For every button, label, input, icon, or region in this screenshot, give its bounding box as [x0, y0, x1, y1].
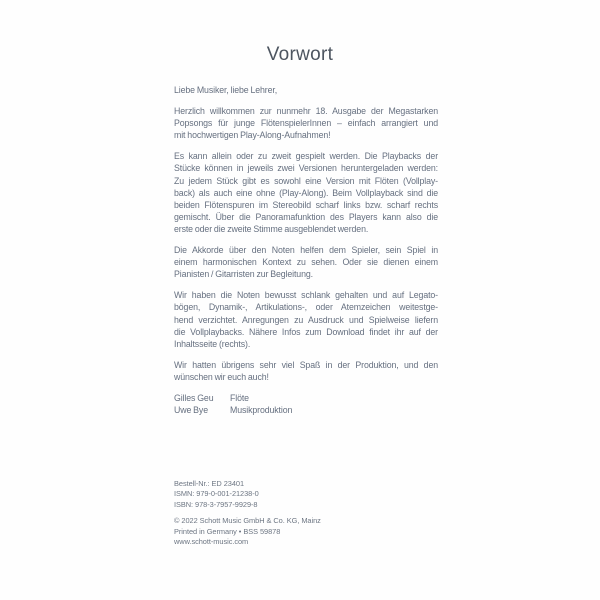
- publisher-details: [174, 516, 321, 547]
- text-line: Zu jedem Stück gibt es sowohl eine Version mit Flöten (Vollplay-: [174, 175, 438, 186]
- text-line: Wir hatten übrigens sehr viel Spaß in der Produktion, und den: [174, 359, 438, 370]
- imprint: [174, 479, 321, 547]
- credit-row: [174, 404, 438, 416]
- text-line: Liebe Musiker, liebe Lehrer,: [174, 85, 278, 95]
- page-title: Vorwort: [266, 44, 334, 65]
- text-line: Popsongs für junge FlötenspielerInnen – einfach arrangiert und: [174, 118, 438, 129]
- greeting-paragraph: [174, 84, 438, 96]
- text-line: die Vollplaybacks. Nähere Infos zum Download findet ihr auf der: [174, 326, 438, 337]
- text-line: Printed in Germany • BSS 59878: [174, 526, 281, 536]
- credit-role: Flöte: [230, 392, 249, 403]
- text-line: © 2022 Schott Music GmbH & Co. KG, Mainz: [174, 516, 321, 526]
- text-line: gemischt. Über die Panoramafunktion des Players kann also die: [174, 211, 438, 222]
- credit-role: Musikproduktion: [230, 405, 293, 416]
- order-numbers: [174, 479, 321, 510]
- text-line: Herzlich willkommen zur nunmehr 18. Ausgabe der Megastarken: [174, 106, 438, 117]
- text-line: www.schott-music.com: [174, 537, 249, 547]
- intro-paragraph: [174, 105, 438, 141]
- credit-name: Uwe Bye: [174, 405, 208, 416]
- foreword-text: [174, 84, 438, 416]
- playbacks-paragraph: [174, 150, 438, 235]
- credit-row: [174, 392, 438, 404]
- text-line: ISMN: 979-0-001-21238-0: [174, 489, 259, 499]
- chords-paragraph: [174, 244, 438, 280]
- credit-name: Gilles Geu: [174, 392, 214, 403]
- text-line: Pianisten / Gitarristen zur Begleitung.: [174, 269, 313, 280]
- text-line: einem harmonischen Kontext zu sehen. Oder sie dienen einem: [174, 257, 438, 268]
- text-line: Inhaltsseite (rechts).: [174, 338, 251, 349]
- text-line: Wir haben die Noten bewusst schlank gehalten und auf Legato-: [174, 290, 438, 301]
- text-line: wünschen wir euch auch!: [174, 371, 269, 382]
- text-line: beiden Flötenspuren im Stereobild scharf links bzw. scharf rechts: [174, 199, 438, 210]
- text-line: bögen, Dynamik-, Artikulations-, oder Atemzeichen weitestge-: [174, 302, 438, 313]
- credits-list: [174, 392, 438, 416]
- text-line: Stücke können in jeweils zwei Versionen heruntergeladen werden:: [174, 163, 438, 174]
- text-line: back) als auch eine ohne (Play-Along). Beim Vollplayback sind die: [174, 187, 438, 198]
- text-line: Bestell-Nr.: ED 23401: [174, 479, 245, 488]
- closing-paragraph: [174, 359, 438, 383]
- notation-paragraph: [174, 289, 438, 349]
- text-line: Die Akkorde über den Noten helfen dem Spieler, sein Spiel in: [174, 245, 438, 256]
- text-line: hend verzichtet. Anregungen zu Ausdruck und Spielweise liefern: [174, 314, 438, 325]
- text-line: Es kann allein oder zu zweit gespielt werden. Die Playbacks der: [174, 151, 438, 162]
- text-line: ISBN: 978-3-7957-9929-8: [174, 499, 258, 509]
- text-line: erste oder die zweite Stimme ausgeblendet werden.: [174, 223, 369, 234]
- text-line: mit hochwertigen Play-Along-Aufnahmen!: [174, 130, 331, 141]
